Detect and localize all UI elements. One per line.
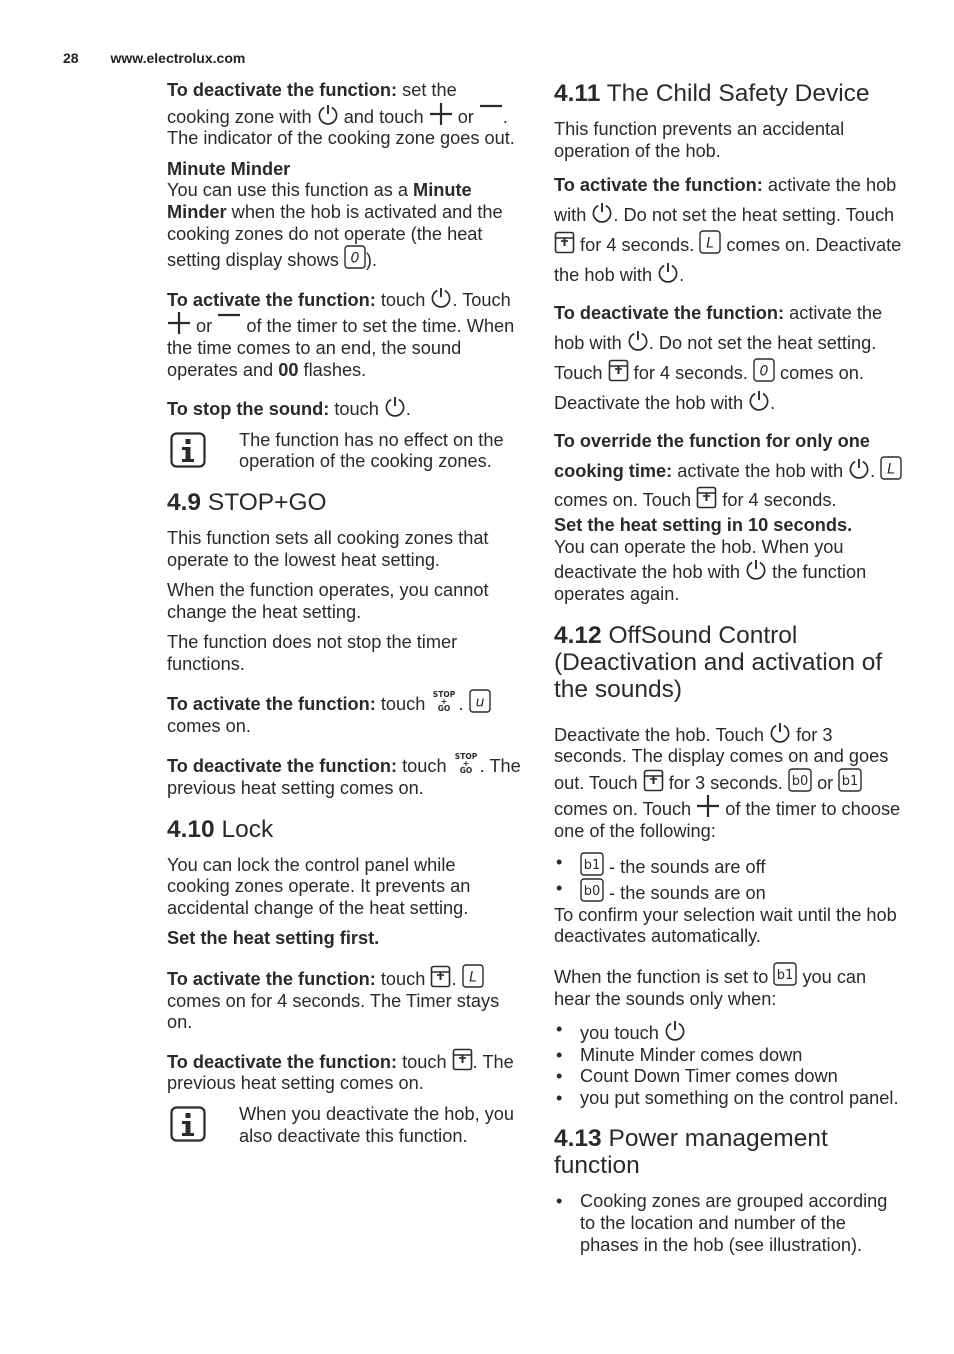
list-item: • you put something on the control panel. xyxy=(554,1088,906,1110)
svg-text:STOP: STOP xyxy=(433,690,456,700)
minus-icon xyxy=(217,311,241,335)
paragraph: To confirm your selection wait until the hob deactivates automatically. xyxy=(554,904,897,947)
display-b1-icon xyxy=(773,962,797,986)
power-icon xyxy=(748,389,770,411)
lock-activate-paragraph: To activate the function: touch . L comes on for 4 seconds. The Timer stays on. xyxy=(167,964,523,1034)
power-icon xyxy=(745,558,767,580)
power-icon xyxy=(627,329,649,351)
display-u-icon xyxy=(469,689,491,713)
paragraph: The function does not stop the timer functions. xyxy=(167,632,458,674)
display-l-icon xyxy=(462,964,484,988)
power-icon xyxy=(430,286,452,308)
deactivate-paragraph: To deactivate the function: set the cooking zone with and touch or . The indicator of the cooking zone goes out. xyxy=(167,80,515,149)
paragraph: Set the heat setting first. xyxy=(167,928,380,949)
lock-icon xyxy=(554,231,575,254)
list-item: • Count Down Timer comes down xyxy=(554,1066,906,1088)
svg-text:u: u xyxy=(475,694,484,711)
stopgo-activate-paragraph: To activate the function: touch STOP + GO . u comes on. xyxy=(167,689,523,738)
section-4-13-heading: 4.13 Power management function xyxy=(554,1125,828,1180)
sound-options-list xyxy=(554,852,906,905)
display-l-icon xyxy=(880,456,902,480)
svg-text:+: + xyxy=(462,759,470,769)
svg-text:GO: GO xyxy=(438,704,451,714)
display-b0-icon xyxy=(788,768,812,792)
svg-text:b1: b1 xyxy=(842,773,859,789)
lock-icon xyxy=(452,1048,473,1071)
page-number: 28 xyxy=(63,50,79,66)
csd-deactivate-paragraph: To deactivate the function: activate the hob with . Do not set the heat setting. Touch for 4 seconds. 0 comes on. Deactivate the hob with . xyxy=(554,303,883,413)
minus-icon xyxy=(479,102,503,126)
info-icon xyxy=(170,432,206,468)
svg-text:L: L xyxy=(468,969,477,986)
paragraph: You can lock the control panel while cooking zones operate. It prevents an accidental change of the heat setting. xyxy=(167,854,471,918)
right-column xyxy=(554,80,906,1266)
info-note xyxy=(167,1104,523,1147)
power-icon xyxy=(317,103,339,125)
svg-text:GO: GO xyxy=(459,766,472,776)
list-item: • you touch xyxy=(554,1019,906,1045)
csd-override-paragraph: To override the function for only one cooking time: activate the hob with . L comes on. Touch for 4 seconds. Set the heat setting in 10 seconds. You can operate the hob. When you deactivate the hob with the function operates again. xyxy=(554,427,906,605)
power-icon xyxy=(769,721,791,743)
page-header xyxy=(63,50,245,66)
svg-text:b1: b1 xyxy=(777,967,794,983)
stop-go-icon xyxy=(452,752,480,778)
power-icon xyxy=(848,457,870,479)
section-4-9-heading: 4.9 STOP+GO xyxy=(167,488,327,516)
section-4-12-heading: 4.12 OffSound Control (Deactivation and activation of the sounds) xyxy=(554,621,883,703)
list-item: • b1 - the sounds are off xyxy=(554,852,906,879)
svg-text:0: 0 xyxy=(350,250,360,267)
offsound-paragraph: Deactivate the hob. Touch for 3 seconds. The display comes on and goes out. Touch for 3 seconds. b0 or b1 comes on. Touch of the timer to choose one of the following: xyxy=(554,721,906,843)
power-icon xyxy=(664,1019,686,1041)
display-zero-icon xyxy=(753,358,775,382)
mm-activate-paragraph: To activate the function: touch . Touch or of the timer to set the time. When the time comes to an end, the sound operates and 00 flashes. xyxy=(167,286,523,381)
power-icon xyxy=(591,201,613,223)
svg-text:STOP: STOP xyxy=(454,752,477,762)
svg-text:b0: b0 xyxy=(791,773,809,789)
minute-minder-paragraph: Minute Minder You can use this function as a Minute Minder when the hob is activated and the cooking zones do not operate (the heat setting display shows 0 ). xyxy=(167,158,503,271)
display-l-icon xyxy=(699,230,721,254)
sound-conditions-list xyxy=(554,1019,906,1109)
info-text: When you deactivate the hob, you also deactivate this function. xyxy=(239,1104,515,1146)
csd-activate-paragraph: To activate the function: activate the hob with . Do not set the heat setting. Touch for 4 seconds. L comes on. Deactivate the hob with . xyxy=(554,175,902,285)
paragraph: When the function operates, you cannot change the heat setting. xyxy=(167,580,489,622)
svg-text:L: L xyxy=(887,461,896,478)
info-icon xyxy=(170,1106,206,1142)
plus-icon xyxy=(167,311,191,335)
svg-text:0: 0 xyxy=(759,363,769,380)
lock-icon xyxy=(643,769,664,792)
list-item: • b0 - the sounds are on xyxy=(554,878,906,905)
info-note xyxy=(167,430,523,473)
plus-icon xyxy=(429,102,453,126)
lock-icon xyxy=(696,486,717,509)
svg-text:b0: • b0 xyxy=(583,884,601,900)
plus-icon xyxy=(696,794,720,818)
svg-text:L: L xyxy=(706,235,715,252)
lock-icon xyxy=(430,965,451,988)
paragraph: This function prevents an accidental operation of the hob. xyxy=(554,119,845,161)
display-zero-icon xyxy=(344,245,366,269)
power-icon xyxy=(384,395,406,417)
stopgo-deactivate-paragraph: To deactivate the function: touch STOP + GO . The previous heat setting comes on. xyxy=(167,752,521,799)
info-text: The function has no effect on the operation of the cooking zones. xyxy=(239,429,504,472)
list-item: • Cooking zones are grouped according to the location and number of the phases in the hob (see illustration). xyxy=(554,1191,906,1256)
display-b1-icon xyxy=(838,768,862,792)
section-4-11-heading: 4.11 The Child Safety Device xyxy=(554,80,870,107)
power-icon xyxy=(657,261,679,283)
lock-deactivate-paragraph: To deactivate the function: touch . The previous heat setting comes on. xyxy=(167,1048,523,1095)
site-url: www.electrolux.com xyxy=(110,50,246,66)
offsound-paragraph-2: When the function is set to b1 you can hear the sounds only when: xyxy=(554,962,906,1010)
display-b1-icon xyxy=(580,852,604,876)
lock-icon xyxy=(608,359,629,382)
paragraph: This function sets all cooking zones that operate to the lowest heat setting. xyxy=(167,527,489,570)
svg-text:b1: • b1 xyxy=(583,857,601,873)
mm-stop-paragraph: To stop the sound: touch . xyxy=(167,395,523,421)
section-4-10-heading: 4.10 Lock xyxy=(167,815,274,843)
display-b0-icon xyxy=(580,878,604,902)
left-column xyxy=(167,80,523,1159)
stop-go-icon xyxy=(430,690,458,716)
power-management-list xyxy=(554,1191,906,1256)
svg-text:+: + xyxy=(441,697,448,707)
minute-minder-title: Minute Minder xyxy=(167,158,291,179)
list-item: • Minute Minder comes down xyxy=(554,1045,906,1067)
